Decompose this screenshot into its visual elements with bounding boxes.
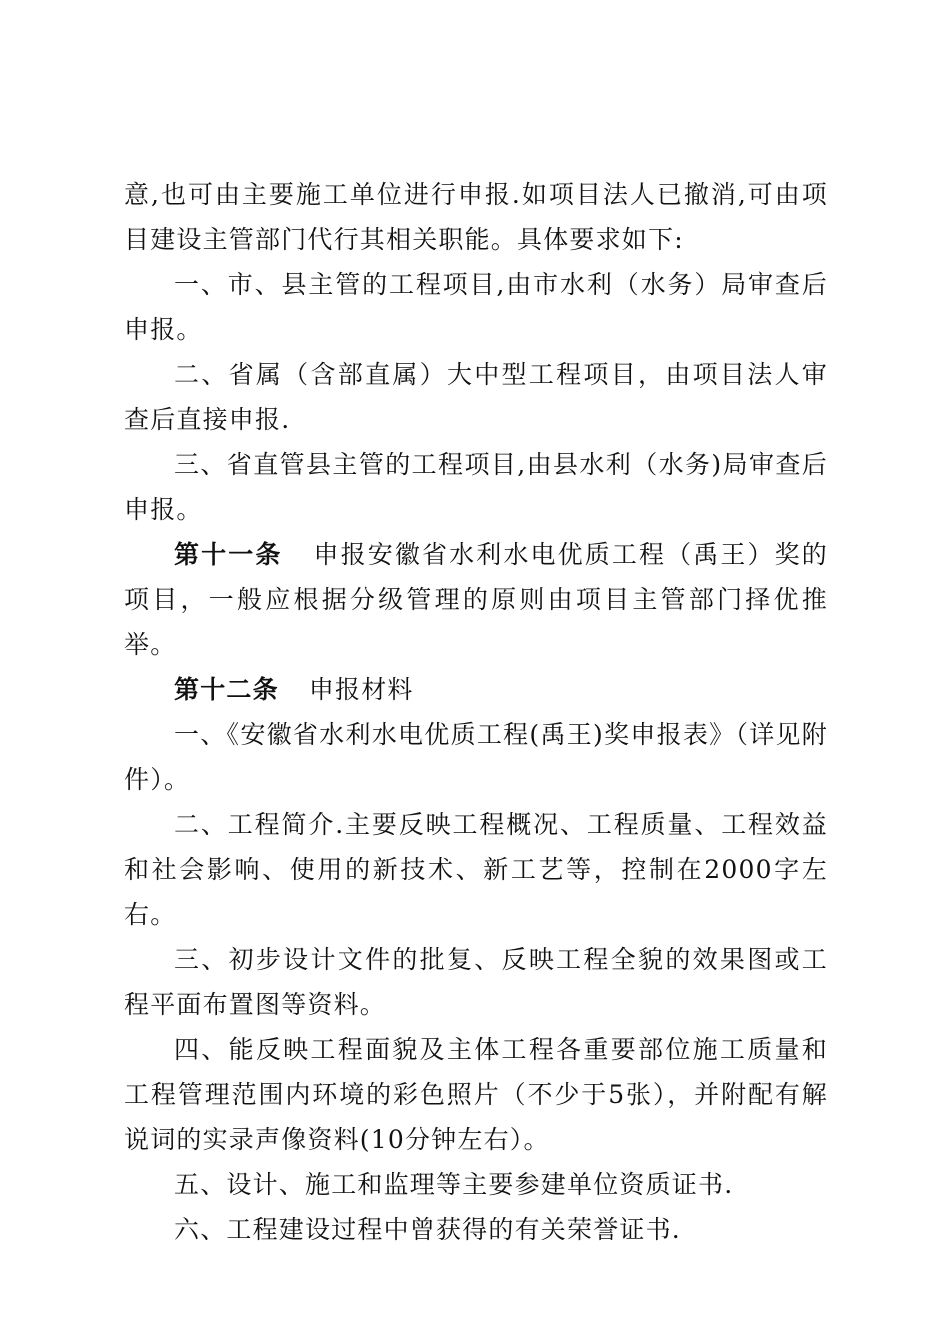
article-11-heading: 第十一条	[174, 540, 283, 569]
article-12-text: 申报材料	[308, 675, 414, 704]
material-item-4: 四、能反映工程面貌及主体工程各重要部位施工质量和工程管理范围内环境的彩色照片（不少于5张），并附配有解说词的实录声像资料(10分钟左右）。	[124, 1035, 828, 1154]
material-item-2: 二、工程简介.主要反映工程概况、工程质量、工程效益和社会影响、使用的新技术、新工艺等，控制在2000字左右。	[124, 810, 828, 929]
article-12	[124, 667, 828, 712]
document-body	[124, 172, 828, 1252]
material-item-3: 三、初步设计文件的批复、反映工程全貌的效果图或工程平面布置图等资料。	[124, 945, 828, 1019]
material-item-5: 五、设计、施工和监理等主要参建单位资质证书.	[174, 1170, 734, 1199]
paragraph-continuation: 意,也可由主要施工单位进行申报.如项目法人已撤消,可由项目建设主管部门代行其相关职能。具体要求如下:	[124, 180, 828, 254]
paragraph-item-1: 一、市、县主管的工程项目,由市水利（水务）局审查后申报。	[124, 270, 828, 344]
article-11-text: 申报安徽省水利水电优质工程（禹王）奖的项目，一般应根据分级管理的原则由项目主管部门择优推举。	[124, 540, 828, 659]
article-11	[124, 532, 828, 667]
article-12-heading: 第十二条	[174, 675, 279, 704]
material-item-1: 一、《安徽省水利水电优质工程(禹王)奖申报表》（详见附件）。	[124, 720, 828, 794]
material-item-6: 六、工程建设过程中曾获得的有关荣誉证书.	[174, 1215, 681, 1244]
paragraph-item-3: 三、省直管县主管的工程项目,由县水利（水务)局审查后申报。	[124, 450, 828, 524]
paragraph-item-2: 二、省属（含部直属）大中型工程项目，由项目法人审查后直接申报.	[124, 360, 828, 434]
